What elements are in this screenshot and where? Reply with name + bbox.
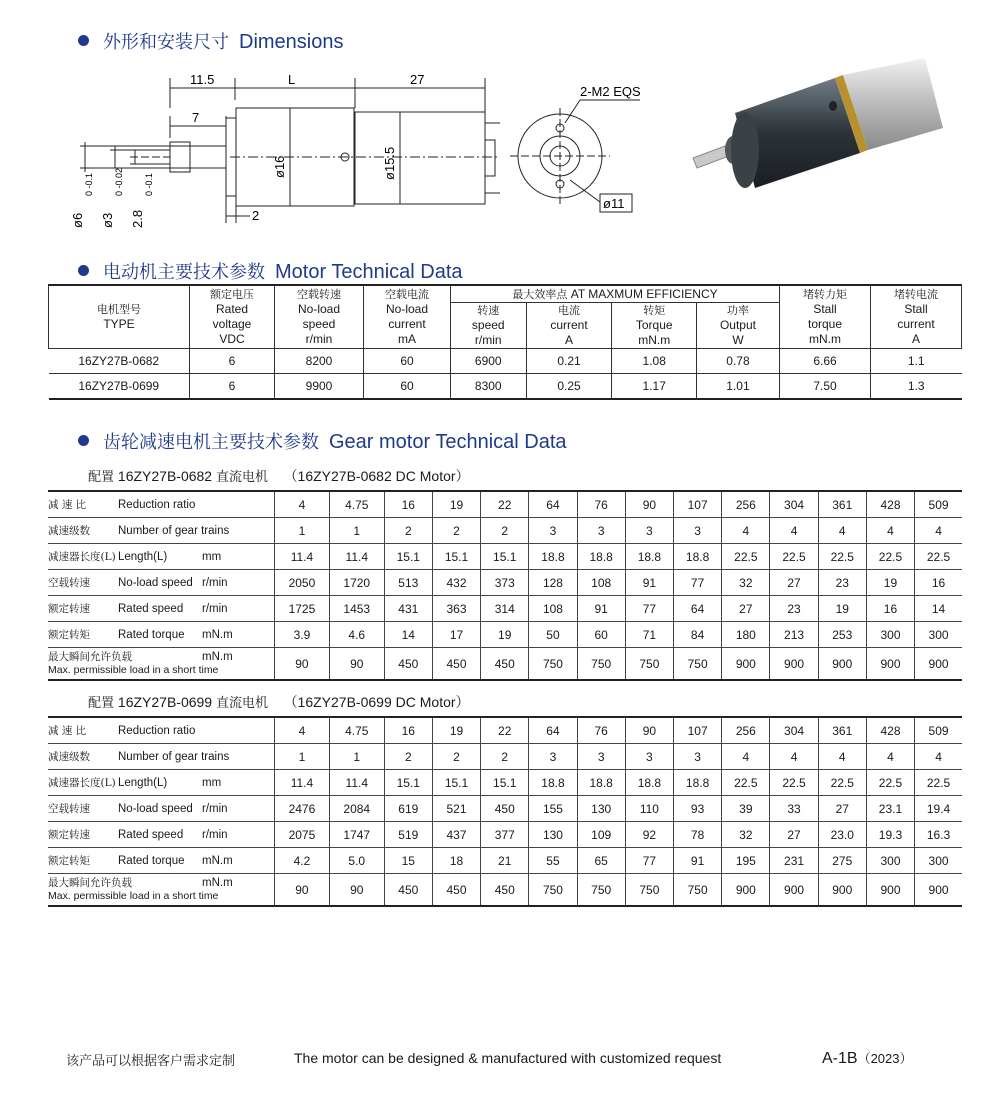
table-cell: 15.1: [384, 770, 432, 796]
table-cell: 18: [432, 848, 480, 874]
table-cell: 107: [674, 491, 722, 518]
table-cell: 750: [625, 874, 673, 907]
table-cell: 3: [674, 518, 722, 544]
table-cell: 2084: [329, 796, 384, 822]
col-max-efficiency: 最大效率点 AT MAXMUM EFFICIENCY: [451, 285, 780, 303]
row-label: 最大瞬间允许负载 Max. permissible load in a short time mN.m: [48, 648, 275, 681]
table-cell: 213: [770, 622, 818, 648]
table-cell: 18.8: [625, 544, 673, 570]
col-stall-current: 堵转电流 Stall current A: [871, 285, 962, 349]
table-cell: 450: [481, 648, 529, 681]
table-cell: 108: [577, 570, 625, 596]
table-cell: 521: [432, 796, 480, 822]
table-cell: 2: [384, 518, 432, 544]
table-cell: 27: [722, 596, 770, 622]
row-label: 额定转矩 Rated torque mN.m: [48, 848, 275, 874]
table-cell: 16: [384, 491, 432, 518]
table-cell: 300: [866, 622, 914, 648]
gear-data-title-en: Gear motor Technical Data: [329, 431, 567, 453]
table-cell: 22.5: [915, 770, 962, 796]
table-cell: 14: [915, 596, 962, 622]
gear-table-0682: [48, 490, 962, 681]
table-cell: 77: [674, 570, 722, 596]
table-cell: 18.8: [577, 770, 625, 796]
table-cell: 90: [625, 717, 673, 744]
dim-2: 2: [252, 208, 260, 223]
table-cell: 60: [577, 622, 625, 648]
table-cell: 513: [384, 570, 432, 596]
dim-27: 27: [410, 72, 425, 87]
dim-d11: ø11: [603, 196, 625, 211]
col-eff-torque: 转矩 Torque mN.m: [612, 303, 696, 349]
table-cell: 373: [481, 570, 529, 596]
table-cell: 428: [866, 491, 914, 518]
table-cell: 180: [722, 622, 770, 648]
row-label: 最大瞬间允许负载 Max. permissible load in a short time mN.m: [48, 874, 275, 907]
table-cell: 19: [432, 717, 480, 744]
table-cell: 77: [625, 596, 673, 622]
table-cell: 3: [674, 744, 722, 770]
table-cell: 76: [577, 717, 625, 744]
table-cell: 509: [915, 717, 962, 744]
table-cell: 16.3: [915, 822, 962, 848]
bullet-icon: [78, 435, 89, 446]
table-cell: 377: [481, 822, 529, 848]
table-cell: 437: [432, 822, 480, 848]
table-cell: 18.8: [529, 544, 577, 570]
table-cell: 27: [770, 570, 818, 596]
table-cell: 19.3: [866, 822, 914, 848]
table-cell: 17: [432, 622, 480, 648]
table-cell: 231: [770, 848, 818, 874]
table-cell: 90: [275, 648, 330, 681]
dim-7: 7: [192, 110, 200, 125]
dim-holes: 2-M2 EQS: [580, 84, 641, 99]
table-cell: 253: [818, 622, 866, 648]
table-cell: 4: [770, 744, 818, 770]
table-cell: 128: [529, 570, 577, 596]
row-label: 减速级数 Number of gear trains: [48, 518, 275, 544]
table-cell: 750: [577, 874, 625, 907]
table-cell: 4: [722, 518, 770, 544]
table-cell: 5.0: [329, 848, 384, 874]
table-cell: 2476: [275, 796, 330, 822]
footer-cn: 该产品可以根据客户需求定制: [66, 1054, 236, 1069]
table-cell: 11.4: [329, 544, 384, 570]
table-cell: 1: [275, 518, 330, 544]
table-cell: 2075: [275, 822, 330, 848]
table-cell: 22.5: [866, 770, 914, 796]
table-cell: 432: [432, 570, 480, 596]
table-cell: 130: [577, 796, 625, 822]
table-row: [48, 822, 962, 848]
gear-data-title: [78, 428, 567, 454]
table-cell: 900: [770, 648, 818, 681]
dim-d15-5: ø15.5: [382, 146, 397, 180]
col-noload-current: 空载电流 No-load current mA: [364, 285, 451, 349]
table-cell: 450: [384, 648, 432, 681]
table-cell: 4: [770, 518, 818, 544]
row-label: 额定转矩 Rated torque mN.m: [48, 622, 275, 648]
table-cell: 93: [674, 796, 722, 822]
table-row: [48, 648, 962, 681]
table-cell: 750: [625, 648, 673, 681]
table-cell: 1: [275, 744, 330, 770]
table-cell: 750: [577, 648, 625, 681]
table-row: [48, 622, 962, 648]
table-cell: 18.8: [577, 544, 625, 570]
table-cell: 11.4: [275, 544, 330, 570]
table-cell: 22: [481, 491, 529, 518]
table-cell: 304: [770, 491, 818, 518]
config-0682-label: 配置 16ZY27B-0682 直流电机 （16ZY27B-0682 DC Motor）: [88, 468, 470, 485]
table-cell: 1747: [329, 822, 384, 848]
table-cell: 32: [722, 570, 770, 596]
config-0699-label: 配置 16ZY27B-0699 直流电机 （16ZY27B-0699 DC Motor）: [88, 694, 470, 711]
table-row: [48, 717, 962, 744]
motor-data-title-en: Motor Technical Data: [275, 261, 463, 283]
dim-shaft2-8: 2.8: [130, 209, 145, 228]
table-row: [48, 518, 962, 544]
footer-page: A-1B（2023）: [822, 1050, 913, 1067]
table-cell: 4: [818, 518, 866, 544]
table-cell: 91: [674, 848, 722, 874]
dim-l: L: [288, 72, 296, 87]
table-cell: 15: [384, 848, 432, 874]
table-cell: 900: [818, 874, 866, 907]
table-cell: 900: [866, 874, 914, 907]
table-cell: 900: [915, 648, 962, 681]
table-cell: 3: [625, 744, 673, 770]
table-cell: 64: [529, 717, 577, 744]
table-cell: 428: [866, 717, 914, 744]
table-cell: 750: [674, 648, 722, 681]
row-label: 额定转速 Rated speed r/min: [48, 596, 275, 622]
table-cell: 4: [722, 744, 770, 770]
table-cell: 33: [770, 796, 818, 822]
table-cell: 23: [770, 596, 818, 622]
row-label: 减 速 比 Reduction ratio: [48, 717, 275, 744]
table-cell: 90: [625, 491, 673, 518]
table-cell: 18.8: [674, 544, 722, 570]
col-noload-speed: 空载转速 No-load speed r/min: [275, 285, 364, 349]
table-cell: 2: [481, 744, 529, 770]
table-cell: 300: [915, 848, 962, 874]
table-cell: 27: [818, 796, 866, 822]
table-cell: 22: [481, 717, 529, 744]
table-row: [48, 570, 962, 596]
table-cell: 2: [481, 518, 529, 544]
table-cell: 91: [577, 596, 625, 622]
table-cell: 16: [915, 570, 962, 596]
table-cell: 3.9: [275, 622, 330, 648]
table-cell: 431: [384, 596, 432, 622]
table-cell: 900: [818, 648, 866, 681]
table-cell: 519: [384, 822, 432, 848]
motor-data-table: [48, 284, 962, 400]
dim-shaft3-tol: 0 -0.02: [114, 167, 124, 196]
dim-shaft6: ø6: [70, 212, 85, 228]
table-row: [48, 596, 962, 622]
table-cell: 15.1: [432, 544, 480, 570]
table-cell: 22.5: [722, 544, 770, 570]
table-cell: 19: [866, 570, 914, 596]
table-cell: 3: [529, 518, 577, 544]
table-row: [48, 848, 962, 874]
table-cell: 27: [770, 822, 818, 848]
table-cell: 275: [818, 848, 866, 874]
col-eff-output: 功率 Output W: [696, 303, 779, 349]
table-cell: 15.1: [432, 770, 480, 796]
motor-photo: [685, 58, 945, 193]
table-cell: 195: [722, 848, 770, 874]
table-cell: 18.8: [625, 770, 673, 796]
dimensions-title-en: Dimensions: [239, 31, 344, 53]
table-cell: 22.5: [866, 544, 914, 570]
table-row: [48, 770, 962, 796]
table-cell: 19: [818, 596, 866, 622]
row-label: 减速器长度(L) Length(L) mm: [48, 770, 275, 796]
table-cell: 750: [529, 874, 577, 907]
col-eff-current: 电流 current A: [526, 303, 612, 349]
table-cell: 19: [481, 622, 529, 648]
motor-data-title: [78, 258, 463, 284]
table-cell: 39: [722, 796, 770, 822]
table-cell: 3: [577, 518, 625, 544]
table-cell: 21: [481, 848, 529, 874]
footer-en: The motor can be designed & manufactured with customized request: [294, 1050, 722, 1066]
table-cell: 900: [722, 874, 770, 907]
table-cell: 1725: [275, 596, 330, 622]
table-cell: 900: [770, 874, 818, 907]
table-cell: 91: [625, 570, 673, 596]
table-cell: 619: [384, 796, 432, 822]
table-cell: 900: [866, 648, 914, 681]
table-cell: 90: [275, 874, 330, 907]
table-cell: 64: [529, 491, 577, 518]
table-cell: 361: [818, 717, 866, 744]
table-cell: 84: [674, 622, 722, 648]
row-label: 空载转速 No-load speed r/min: [48, 796, 275, 822]
table-cell: 900: [915, 874, 962, 907]
table-cell: 750: [674, 874, 722, 907]
table-cell: 32: [722, 822, 770, 848]
table-cell: 22.5: [818, 544, 866, 570]
table-cell: 3: [529, 744, 577, 770]
table-row: [48, 796, 962, 822]
table-cell: 110: [625, 796, 673, 822]
table-cell: 1: [329, 744, 384, 770]
table-cell: 16: [866, 596, 914, 622]
table-cell: 18.8: [529, 770, 577, 796]
table-cell: 2050: [275, 570, 330, 596]
table-cell: 1453: [329, 596, 384, 622]
table-cell: 14: [384, 622, 432, 648]
table-cell: 22.5: [722, 770, 770, 796]
table-cell: 16: [384, 717, 432, 744]
gear-table-0699: [48, 716, 962, 907]
dim-11-5: 11.5: [190, 72, 215, 87]
col-type: 电机型号 TYPE: [49, 285, 190, 349]
table-cell: 4: [915, 744, 962, 770]
table-cell: 450: [432, 874, 480, 907]
table-cell: 4: [275, 717, 330, 744]
table-cell: 55: [529, 848, 577, 874]
table-cell: 4: [915, 518, 962, 544]
table-cell: 4.75: [329, 717, 384, 744]
bullet-icon: [78, 35, 89, 46]
table-cell: 314: [481, 596, 529, 622]
table-cell: 76: [577, 491, 625, 518]
dim-shaft3: ø3: [100, 212, 115, 228]
table-cell: 4: [818, 744, 866, 770]
table-cell: 23.1: [866, 796, 914, 822]
table-cell: 15.1: [481, 544, 529, 570]
table-cell: 11.4: [329, 770, 384, 796]
table-cell: 4: [866, 744, 914, 770]
table-cell: 900: [722, 648, 770, 681]
table-cell: 78: [674, 822, 722, 848]
table-cell: 4: [275, 491, 330, 518]
table-cell: 108: [529, 596, 577, 622]
row-label: 减 速 比 Reduction ratio: [48, 491, 275, 518]
dim-d16: ø16: [272, 155, 287, 178]
table-cell: 22.5: [915, 544, 962, 570]
table-cell: 71: [625, 622, 673, 648]
table-cell: 300: [866, 848, 914, 874]
table-cell: 450: [384, 874, 432, 907]
table-cell: 2: [432, 518, 480, 544]
table-cell: 22.5: [770, 544, 818, 570]
table-cell: 90: [329, 874, 384, 907]
table-row: [48, 874, 962, 907]
table-cell: 1: [329, 518, 384, 544]
motor-data-title-cn: 电动机主要技术参数: [103, 262, 265, 283]
table-cell: 509: [915, 491, 962, 518]
table-cell: 18.8: [674, 770, 722, 796]
table-row: [48, 544, 962, 570]
table-cell: 300: [915, 622, 962, 648]
row-label: 减速级数 Number of gear trains: [48, 744, 275, 770]
row-label: 空载转速 No-load speed r/min: [48, 570, 275, 596]
row-label: 额定转速 Rated speed r/min: [48, 822, 275, 848]
table-cell: 64: [674, 596, 722, 622]
table-cell: 11.4: [275, 770, 330, 796]
col-eff-speed: 转速 speed r/min: [451, 303, 527, 349]
table-cell: 19: [432, 491, 480, 518]
table-cell: 3: [625, 518, 673, 544]
table-cell: 15.1: [481, 770, 529, 796]
dimensions-title: [78, 28, 343, 54]
col-stall-torque: 堵转力矩 Stall torque mN.m: [780, 285, 871, 349]
table-cell: 4.2: [275, 848, 330, 874]
table-cell: 4.6: [329, 622, 384, 648]
table-cell: 450: [432, 648, 480, 681]
table-cell: 3: [577, 744, 625, 770]
table-cell: 23: [818, 570, 866, 596]
table-cell: 19.4: [915, 796, 962, 822]
table-cell: 92: [625, 822, 673, 848]
table-cell: 450: [481, 796, 529, 822]
table-row: [48, 744, 962, 770]
table-cell: 155: [529, 796, 577, 822]
col-rated-voltage: 额定电压 Rated voltage VDC: [190, 285, 275, 349]
table-cell: 22.5: [818, 770, 866, 796]
table-cell: 450: [481, 874, 529, 907]
table-cell: 304: [770, 717, 818, 744]
table-cell: 2: [432, 744, 480, 770]
dimensions-title-cn: 外形和安装尺寸: [103, 32, 229, 53]
table-cell: 256: [722, 491, 770, 518]
table-cell: 22.5: [770, 770, 818, 796]
dim-shaft2-8-tol: 0 -0.1: [144, 172, 154, 196]
gear-data-title-cn: 齿轮减速电机主要技术参数: [103, 432, 319, 453]
table-cell: 15.1: [384, 544, 432, 570]
dimension-drawing: [70, 68, 650, 238]
table-cell: 361: [818, 491, 866, 518]
table-cell: 50: [529, 622, 577, 648]
table-row: [48, 491, 962, 518]
table-row: 16ZY27B-0682 6 8200 60 6900 0.21 1.08 0.78 6.66 1.1: [49, 349, 962, 374]
table-cell: 65: [577, 848, 625, 874]
table-cell: 1720: [329, 570, 384, 596]
table-cell: 23.0: [818, 822, 866, 848]
bullet-icon: [78, 265, 89, 276]
table-cell: 109: [577, 822, 625, 848]
row-label: 减速器长度(L) Length(L) mm: [48, 544, 275, 570]
table-cell: 4.75: [329, 491, 384, 518]
table-cell: 2: [384, 744, 432, 770]
table-cell: 256: [722, 717, 770, 744]
table-cell: 107: [674, 717, 722, 744]
table-cell: 130: [529, 822, 577, 848]
table-cell: 4: [866, 518, 914, 544]
table-cell: 363: [432, 596, 480, 622]
table-cell: 77: [625, 848, 673, 874]
dim-shaft6-tol: 0 -0.1: [84, 172, 94, 196]
table-cell: 750: [529, 648, 577, 681]
table-row: 16ZY27B-0699 6 9900 60 8300 0.25 1.17 1.01 7.50 1.3: [49, 374, 962, 400]
table-cell: 90: [329, 648, 384, 681]
